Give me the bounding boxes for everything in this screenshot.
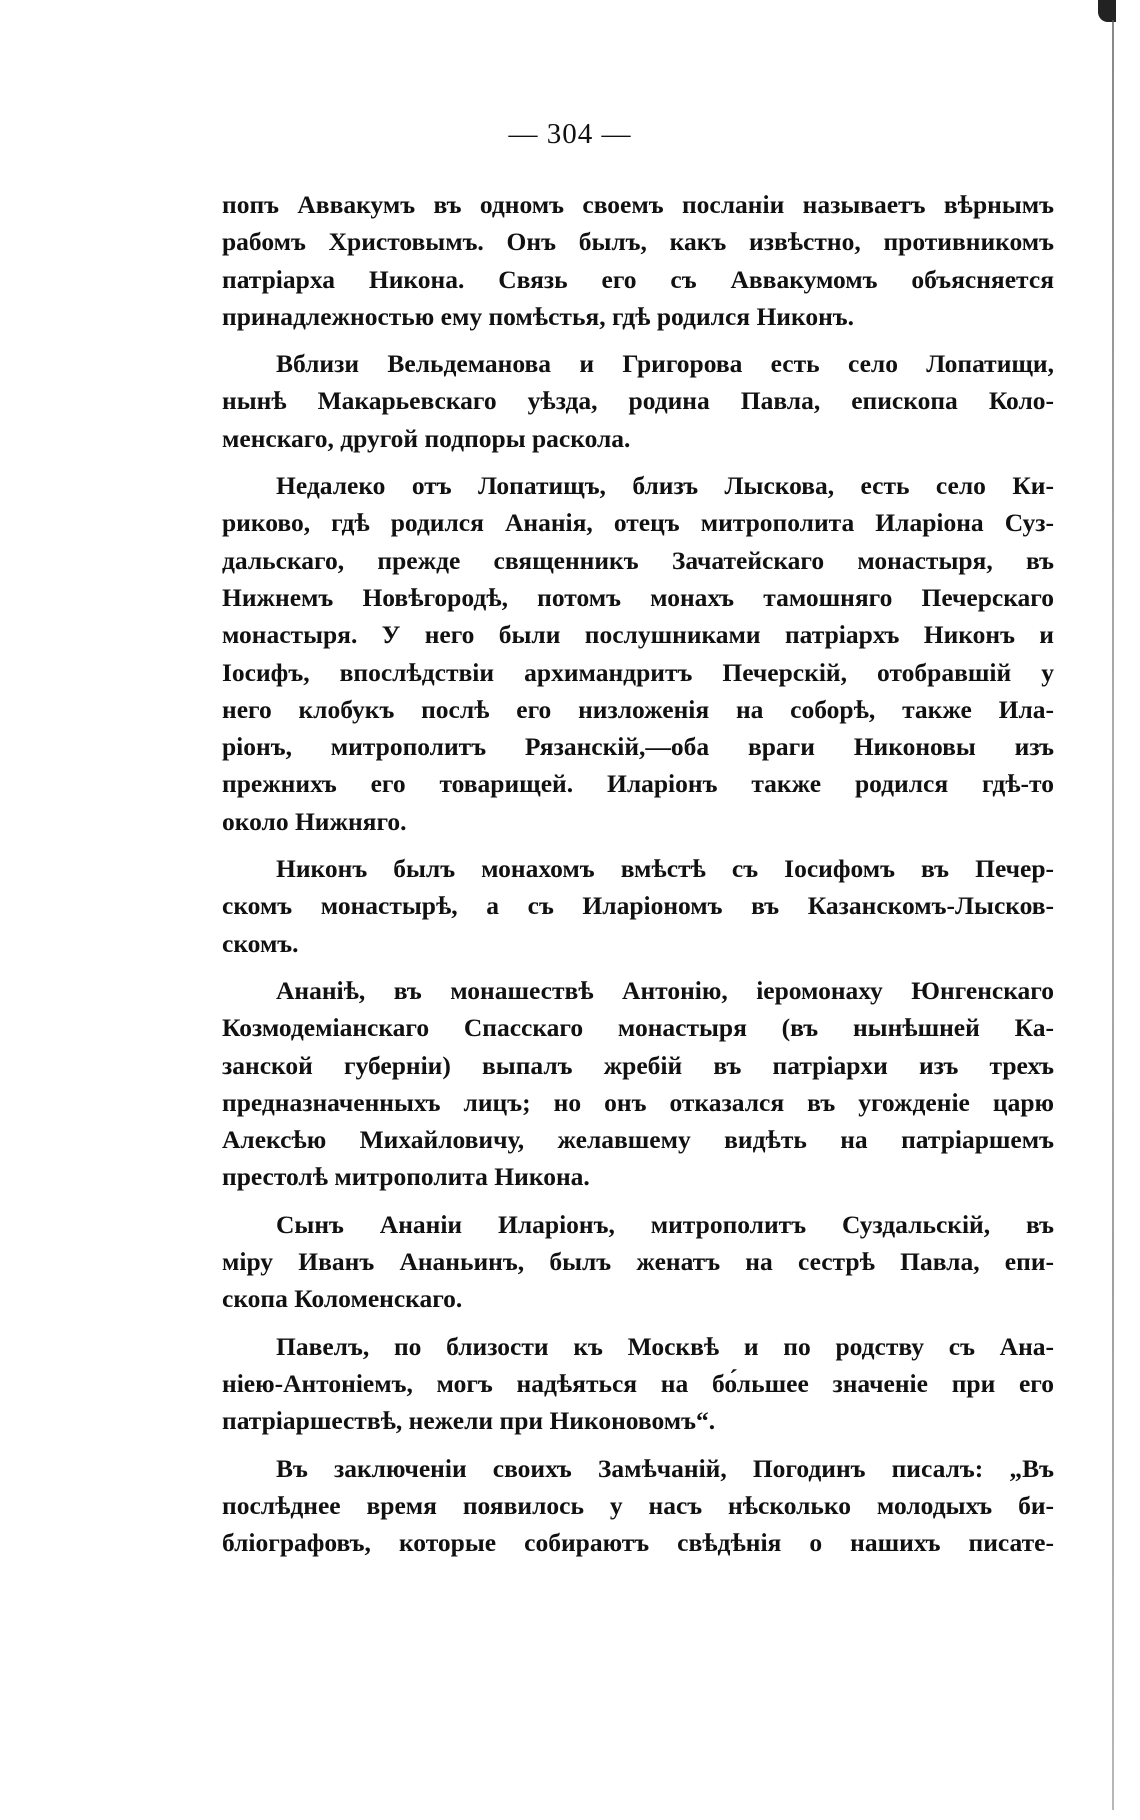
text-line: нынѣ Макарьевскаго уѣзда, родина Павла, епископа Коло- <box>222 386 1054 416</box>
text-line: риково, гдѣ родился Ананія, отецъ митрополита Иларіона Суз- <box>222 508 1054 538</box>
text-line: него клобукъ послѣ его низложенія на соборѣ, также Ила- <box>222 694 1054 724</box>
paragraph-3 <box>222 467 1054 840</box>
text-line: патріаршествѣ, нежели при Никоновомъ“. <box>222 1406 716 1436</box>
text-line: міру Иванъ Ананьинъ, былъ женатъ на сестрѣ Павла, епи- <box>222 1247 1054 1277</box>
text-line: престолѣ митрополита Никона. <box>222 1162 590 1192</box>
text-line: попъ Аввакумъ въ одномъ своемъ посланіи называетъ вѣрнымъ <box>222 190 1054 219</box>
text-line: Козмодеміанскаго Спасскаго монастыря (въ нынѣшней Ка- <box>222 1013 1054 1043</box>
text-line: дальскаго, прежде священникъ Зачатейскаго монастыря, въ <box>222 545 1054 575</box>
paragraph-6 <box>222 1206 1054 1318</box>
text-line: менскаго, другой подпоры раскола. <box>222 423 631 453</box>
paragraph-7 <box>222 1328 1054 1440</box>
page-edge-shadow <box>1112 20 1114 1810</box>
text-line: скомъ монастырѣ, а съ Иларіономъ въ Казанскомъ-Лысков- <box>222 891 1054 921</box>
paragraph-2 <box>222 345 1054 457</box>
text-line: Въ заключеніи своихъ Замѣчаній, Погодинъ писалъ: „Въ <box>276 1453 1054 1483</box>
text-line: Сынъ Ананіи Иларіонъ, митрополитъ Суздальскій, въ <box>276 1209 1054 1239</box>
text-line: Недалеко отъ Лопатищъ, близъ Лыскова, есть село Ки- <box>276 471 1054 501</box>
page-corner-mark <box>1098 0 1116 22</box>
text-line: предназначенныхъ лицъ; но онъ отказался въ угожденіе царю <box>222 1087 1054 1117</box>
text-line: Никонъ былъ монахомъ вмѣстѣ съ Іосифомъ въ Печер- <box>276 854 1054 884</box>
text-line: монастыря. У него были послушниками патріархъ Никонъ и <box>222 620 1054 650</box>
text-line: патріарха Никона. Связь его съ Аввакумомъ объясняется <box>222 264 1054 294</box>
text-line: ніею-Антоніемъ, могъ надѣяться на бо́льшее значеніе при его <box>222 1368 1054 1398</box>
paragraph-5 <box>222 972 1054 1196</box>
text-line: послѣднее время появилось у насъ нѣсколько молодыхъ би- <box>222 1490 1054 1520</box>
text-line: скомъ. <box>222 928 299 958</box>
text-line: Павелъ, по близости къ Москвѣ и по родству съ Ана- <box>276 1331 1054 1361</box>
text-line: Іосифъ, впослѣдствіи архимандритъ Печерскій, отобравшій у <box>222 657 1054 687</box>
text-line: бліографовъ, которые собираютъ свѣдѣнія о нашихъ писате- <box>222 1528 1054 1558</box>
text-line: принадлежностью ему помѣстья, гдѣ родился Никонъ. <box>222 301 855 331</box>
page-number: — 304 — <box>508 118 632 150</box>
text-line: скопа Коломенскаго. <box>222 1284 463 1314</box>
text-line: рабомъ Христовымъ. Онъ былъ, какъ извѣстно, противникомъ <box>222 227 1054 257</box>
text-line: Нижнемъ Новѣгородѣ, потомъ монахъ тамошняго Печерскаго <box>222 582 1054 612</box>
paragraph-8 <box>222 1450 1054 1562</box>
paragraph-1 <box>222 186 1054 335</box>
text-line: Вблизи Вельдеманова и Григорова есть село Лопатищи, <box>276 349 1054 379</box>
body-text <box>222 186 1054 1571</box>
text-line: около Нижняго. <box>222 806 407 836</box>
text-line: Ананіѣ, въ монашествѣ Антонію, іеромонаху Юнгенскаго <box>276 975 1054 1005</box>
text-line: прежнихъ его товарищей. Иларіонъ также родился гдѣ-то <box>222 769 1054 799</box>
text-line: Алексѣю Михайловичу, желавшему видѣть на патріаршемъ <box>222 1125 1054 1155</box>
text-line: занской губерніи) выпалъ жребій въ патріархи изъ трехъ <box>222 1050 1054 1080</box>
text-line: ріонъ, митрополитъ Рязанскій,—оба враги Никоновы изъ <box>222 732 1054 762</box>
paragraph-4 <box>222 850 1054 962</box>
